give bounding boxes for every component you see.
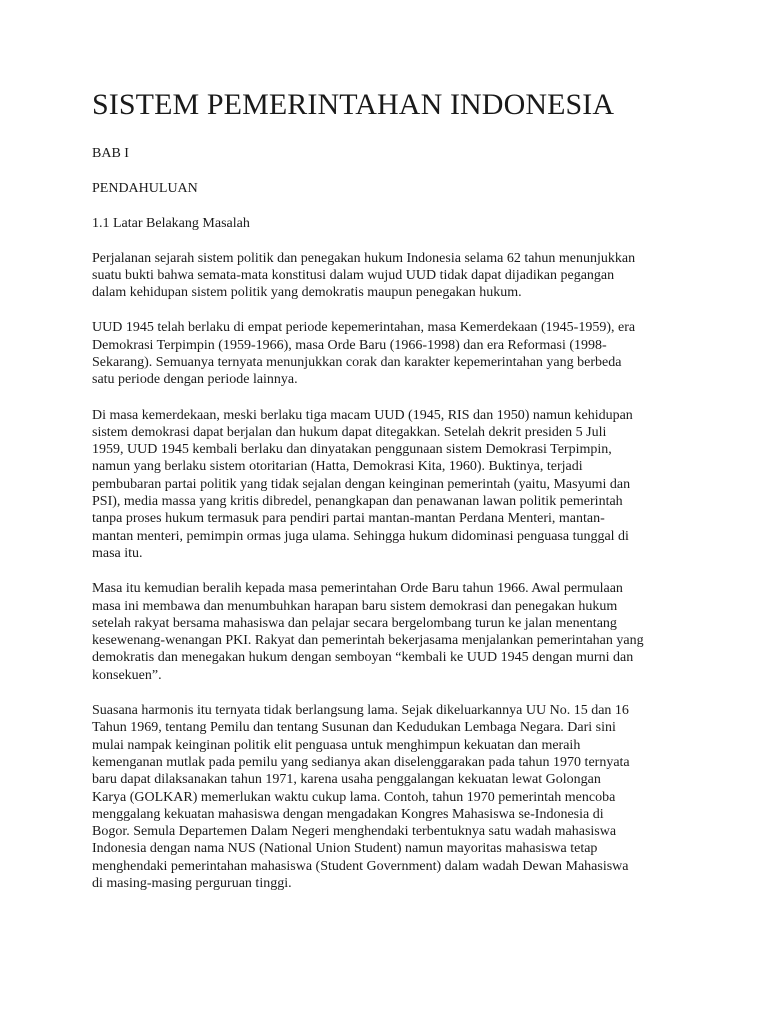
paragraph <box>92 580 682 684</box>
paragraph <box>92 702 682 892</box>
paragraph-line: suatu bukti bahwa semata-mata konstitusi dalam wujud UUD tidak dapat dijadikan pegangan <box>92 267 615 283</box>
body-text <box>92 250 682 893</box>
paragraph-line: 1959, UUD 1945 kembali berlaku dan dinyatakan penggunaan sistem Demokrasi Terpimpin, <box>92 442 612 458</box>
paragraph-line: masa ini membawa dan menumbuhkan harapan baru sistem demokrasi dan penegakan hukum <box>92 598 618 614</box>
paragraph-line: kesewenang-wenangan PKI. Rakyat dan pemerintah bekerjasama menjalankan pemerintahan yang <box>92 633 644 649</box>
paragraph-line: Suasana harmonis itu ternyata tidak berlangsung lama. Sejak dikeluarkannya UU No. 15 dan 16 <box>92 703 629 719</box>
paragraph-line: namun yang berlaku sistem otoritarian (Hatta, Demokrasi Kita, 1960). Buktinya, terjadi <box>92 459 583 475</box>
paragraph-line: satu periode dengan periode lainnya. <box>92 372 298 388</box>
paragraph-line: kemenganan mutlak pada pemilu yang sedianya akan diselenggarakan pada tahun 1970 ternyata <box>92 754 630 770</box>
paragraph-line: pembubaran partai politik yang tidak sejalan dengan keinginan pemerintah (yaitu, Masyumi dan <box>92 476 631 492</box>
paragraph-line: konsekuen”. <box>92 667 162 683</box>
chapter-title: PENDAHULUAN <box>92 180 198 196</box>
paragraph-line: menggalang kekuatan mahasiswa dengan mengadakan Kongres Mahasiswa se-Indonesia di <box>92 806 604 822</box>
document-page <box>92 88 682 910</box>
document-title: SISTEM PEMERINTAHAN INDONESIA <box>92 88 615 121</box>
paragraph-line: setelah rakyat bersama mahasiswa dan pelajar secara bergelombang turun ke jalan menentang <box>92 615 617 631</box>
paragraph-line: Demokrasi Terpimpin (1959-1966), masa Orde Baru (1966-1998) dan era Reformasi (1998- <box>92 337 607 353</box>
paragraph-line: UUD 1945 telah berlaku di empat periode kepemerintahan, masa Kemerdekaan (1945-1959), era <box>92 320 636 336</box>
paragraph-line: tanpa proses hukum termasuk para pendiri partai mantan-mantan Perdana Menteri, mantan- <box>92 511 605 527</box>
paragraph-line: Di masa kemerdekaan, meski berlaku tiga macam UUD (1945, RIS dan 1950) namun kehidupan <box>92 407 633 423</box>
paragraph-line: mulai nampak keinginan politik elit penguasa untuk menghimpun kekuatan dan meraih <box>92 737 581 753</box>
paragraph-line: di masing-masing perguruan tinggi. <box>92 876 292 891</box>
paragraph-line: Karya (GOLKAR) memerlukan waktu cukup lama. Contoh, tahun 1970 pemerintah mencoba <box>92 789 616 805</box>
paragraph <box>92 407 682 563</box>
paragraph <box>92 250 682 302</box>
paragraph-line: sistem demokrasi dapat berjalan dan hukum dapat ditegakkan. Setelah dekrit presiden 5 Juli <box>92 424 607 440</box>
section-heading: 1.1 Latar Belakang Masalah <box>92 215 250 231</box>
paragraph-line: mantan menteri, pemimpin ormas juga ulama. Sehingga hukum didominasi penguasa tunggal di <box>92 528 629 544</box>
paragraph <box>92 319 682 388</box>
paragraph-line: Indonesia dengan nama NUS (National Union Student) namun mayoritas mahasiswa tetap <box>92 841 598 857</box>
paragraph-line: baru dapat dilaksanakan tahun 1971, karena usaha penggalangan kekuatan lewat Golongan <box>92 772 601 788</box>
paragraph-line: Sekarang). Semuanya ternyata menunjukkan corak dan karakter kepemerintahan yang berbeda <box>92 354 622 370</box>
paragraph-line: Perjalanan sejarah sistem politik dan penegakan hukum Indonesia selama 62 tahun menunjukkan <box>92 250 636 266</box>
paragraph-line: dalam kehidupan sistem politik yang demokratis maupun penegakan hukum. <box>92 285 522 301</box>
paragraph-line: Masa itu kemudian beralih kepada masa pemerintahan Orde Baru tahun 1966. Awal permulaan <box>92 581 623 597</box>
chapter-label: BAB I <box>92 145 129 161</box>
paragraph-line: masa itu. <box>92 545 143 561</box>
paragraph-line: menghendaki pemerintahan mahasiswa (Student Government) dalam wadah Dewan Mahasiswa <box>92 858 629 874</box>
paragraph-line: demokratis dan menegakan hukum dengan semboyan “kembali ke UUD 1945 dengan murni dan <box>92 650 634 666</box>
paragraph-line: PSI), media massa yang kritis dibredel, penangkapan dan penawanan lawan politik pemerintah <box>92 494 623 510</box>
paragraph-line: Tahun 1969, tentang Pemilu dan tentang Susunan dan Kedudukan Lembaga Negara. Dari sini <box>92 720 616 736</box>
paragraph-line: Bogor. Semula Departemen Dalam Negeri menghendaki terbentuknya satu wadah mahasiswa <box>92 824 617 840</box>
